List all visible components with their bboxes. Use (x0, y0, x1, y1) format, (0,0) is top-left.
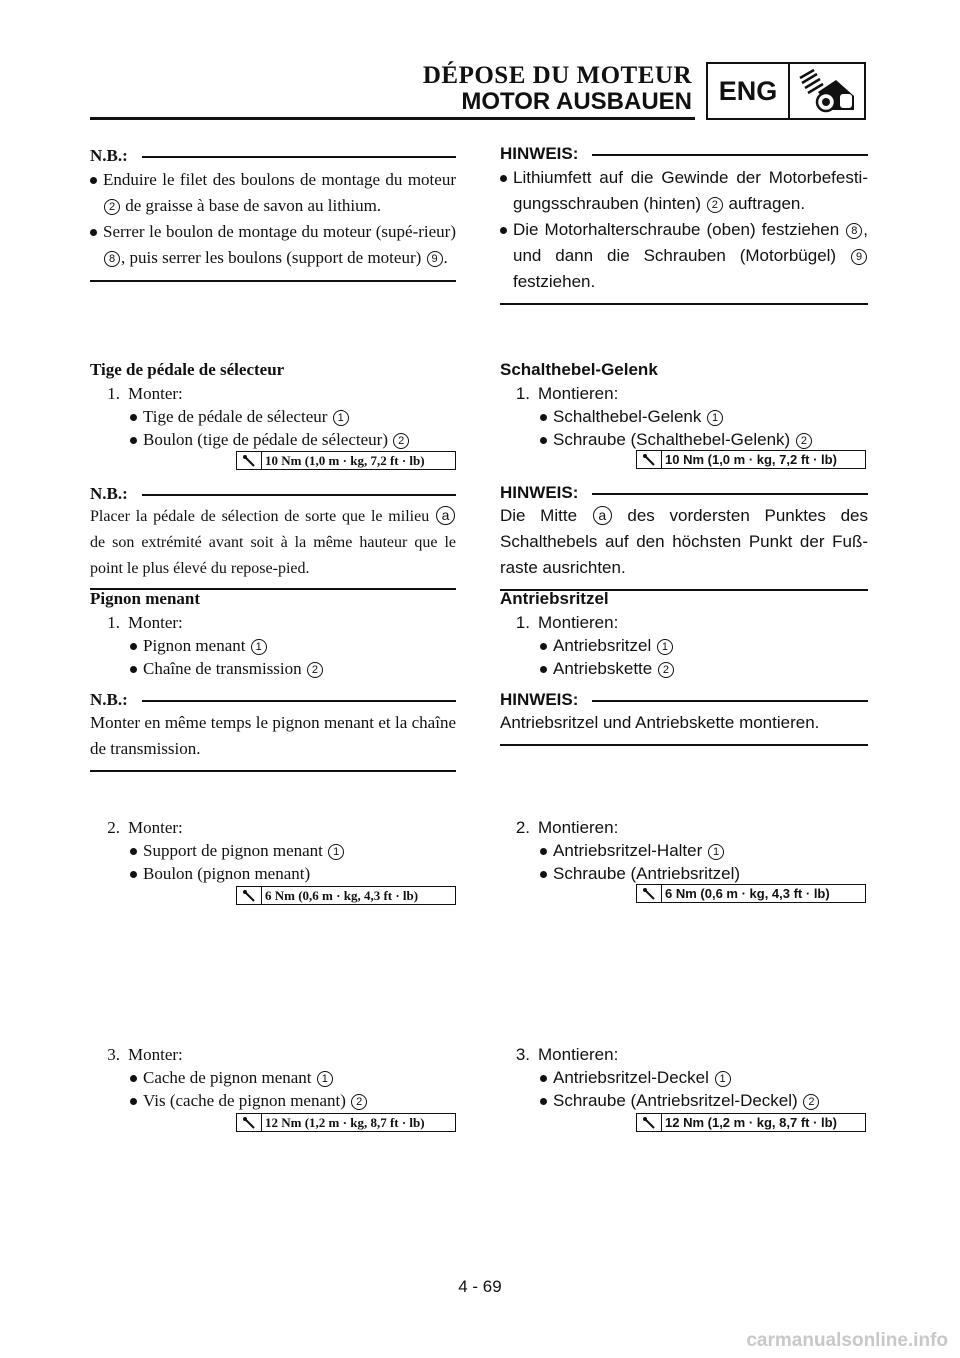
wrench-icon (637, 1114, 662, 1131)
section-title: Pignon menant (90, 589, 201, 608)
wrench-icon (237, 887, 262, 904)
fr-section-drive-sprocket: Pignon menant 1. Monter: Pignon menant 1 Chaîne de transmission 2 (90, 587, 456, 680)
note-label: N.B.: (90, 690, 128, 709)
note-label: HINWEIS: (500, 690, 579, 709)
section-title: Antriebsritzel (500, 589, 609, 608)
note-label: N.B.: (90, 484, 128, 503)
fr-note-3: N.B.: Monter en même temps le pignon menant et la chaîne de transmission. (90, 690, 456, 772)
wrench-icon (237, 452, 262, 469)
page-title-fr: DÉPOSE DU MOTEUR (422, 62, 692, 89)
section-title: Schalthebel-Gelenk (500, 360, 658, 379)
header-rule (90, 117, 695, 120)
watermark: carmanualsonline.info (746, 1330, 948, 1351)
fr-note-1-bullet-2: Serrer le boulon de montage du moteur (supé-rieur) 8 , puis serrer les boulons (support de moteur) 9 . (90, 219, 456, 271)
fr-section-shift-rod: Tige de pédale de sélecteur 1. Monter: Tige de pédale de sélecteur 1 Boulon (tige de pédale de sélecteur) 2 (90, 358, 456, 451)
fr-note-1 (90, 146, 456, 282)
fr-note-2: N.B.: Placer la pédale de sélection de sorte que le milieu a de son extrémité avant soit à la même hauteur que le point le plus élevé du repose-pied. (90, 484, 456, 590)
de-note-1-bullet-1: Lithiumfett auf die Gewinde der Motorbefesti-gungsschrauben (hinten) 2 auftragen. (500, 165, 868, 217)
torque-spec: 6 Nm (0,6 m · kg, 4,3 ft · lb) (236, 886, 456, 905)
de-section-shift-rod: Schalthebel-Gelenk 1. Montieren: Schalthebel-Gelenk 1 Schraube (Schalthebel-Gelenk) 2 (500, 358, 868, 451)
torque-spec: 12 Nm (1,2 m · kg, 8,7 ft · lb) (236, 1113, 456, 1132)
section-badge (706, 62, 866, 120)
page-number: 4 - 69 (458, 1277, 502, 1296)
de-section-drive-sprocket: Antriebsritzel 1. Montieren: Antriebsritzel 1 Antriebskette 2 (500, 587, 868, 680)
note-label: HINWEIS: (500, 144, 579, 163)
section-badge-label: ENG (708, 64, 790, 118)
torque-spec: 6 Nm (0,6 m · kg, 4,3 ft · lb) (636, 884, 866, 903)
torque-spec: 12 Nm (1,2 m · kg, 8,7 ft · lb) (636, 1113, 866, 1132)
torque-spec: 10 Nm (1,0 m · kg, 7,2 ft · lb) (236, 451, 456, 470)
de-note-3: HINWEIS: Antriebsritzel und Antriebskette montieren. (500, 690, 868, 746)
wrench-icon (637, 885, 662, 902)
note-label: N.B.: (90, 146, 128, 165)
note-label: HINWEIS: (500, 483, 579, 502)
wrench-icon (237, 1114, 262, 1131)
de-note-1-bullet-2: Die Motorhalterschraube (oben) festziehen 8 , und dann die Schrauben (Motorbügel) 9 festziehen. (500, 217, 868, 295)
de-note-1 (500, 144, 868, 305)
fr-step-3: 3. Monter: Cache de pignon menant 1 Vis (cache de pignon menant) 2 (90, 1043, 456, 1112)
de-step-3: 3. Montieren: Antriebsritzel-Deckel 1 Schraube (Antriebsritzel-Deckel) 2 (500, 1043, 868, 1112)
fr-note-1-bullet-1: Enduire le filet des boulons de montage du moteur 2 de graisse à base de savon au lithium. (90, 167, 456, 219)
de-step-2: 2. Montieren: Antriebsritzel-Halter 1 Schraube (Antriebsritzel) (515, 818, 741, 883)
de-note-2: HINWEIS: Die Mitte a des vordersten Punktes des Schalthebels auf den höchsten Punkt der Fuß-raste ausrichten. (500, 483, 868, 591)
section-title: Tige de pédale de sélecteur (90, 360, 285, 379)
page-title-de: MOTOR AUSBAUEN (461, 88, 692, 115)
engine-icon (792, 66, 862, 116)
wrench-icon (637, 451, 662, 468)
torque-spec: 10 Nm (1,0 m · kg, 7,2 ft · lb) (636, 450, 866, 469)
fr-step-2: 2. Monter: Support de pignon menant 1 Boulon (pignon menant) (90, 816, 456, 885)
